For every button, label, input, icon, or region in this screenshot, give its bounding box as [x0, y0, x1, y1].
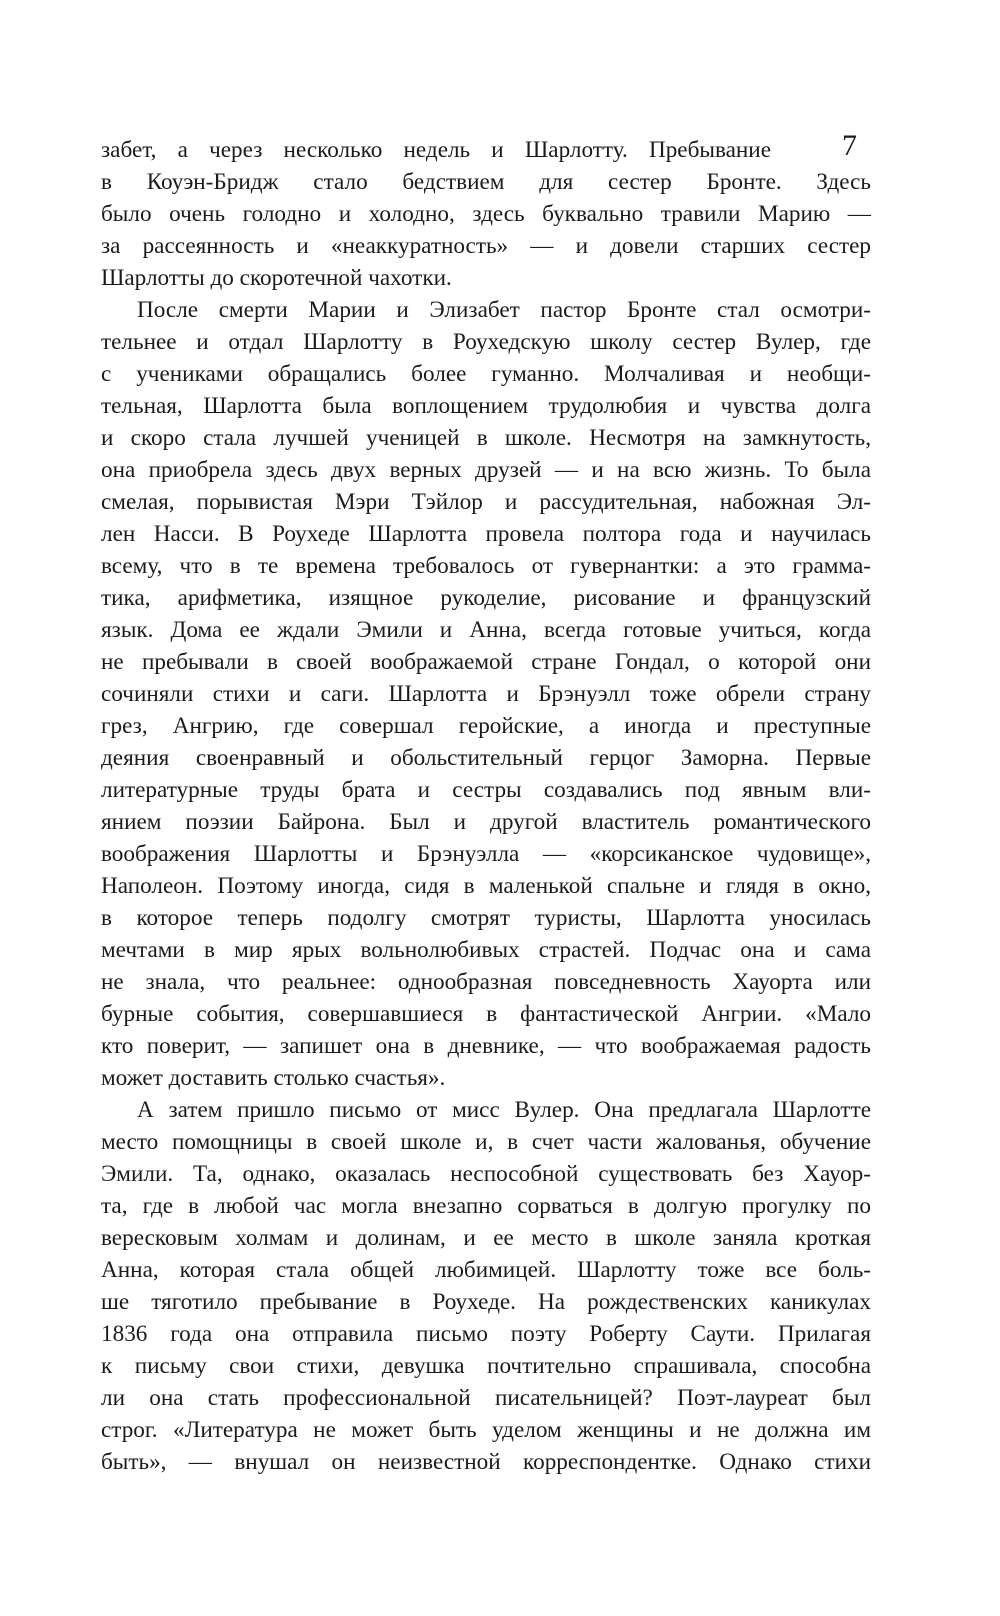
text-line: тельная, Шарлотта была воплощением трудолюбия и чувства долга — [101, 393, 871, 419]
text-line: с учениками обращались более гуманно. Молчаливая и необщи- — [101, 361, 871, 387]
text-line: мечтами в мир ярых вольнолюбивых страстей. Подчас она и сама — [101, 937, 871, 963]
text-line: сочиняли стихи и саги. Шарлотта и Брэнуэлл тоже обрели страну — [101, 681, 871, 707]
text-line: ли она стать профессиональной писательницей? Поэт-лауреат был — [101, 1385, 871, 1411]
text-line: тельнее и отдал Шарлотту в Роухедскую школу сестер Вулер, где — [101, 329, 871, 355]
text-line: деяния своенравный и обольстительный герцог Заморна. Первые — [101, 745, 871, 771]
text-body — [101, 134, 871, 1478]
text-line: грез, Ангрию, где совершал геройские, а иногда и преступные — [101, 713, 871, 739]
text-line: кто поверит, — запишет она в дневнике, — что воображаемая радость — [101, 1033, 871, 1059]
text-line: и скоро стала лучшей ученицей в школе. Несмотря на замкнутость, — [101, 425, 871, 451]
text-line: она приобрела здесь двух верных друзей — и на всю жизнь. То была — [101, 457, 871, 483]
text-line: Шарлотты до скоротечной чахотки. — [101, 265, 452, 291]
text-line: После смерти Марии и Элизабет пастор Бронте стал осмотри- — [137, 297, 871, 323]
text-line: забет, а через несколько недель и Шарлотту. Пребывание — [101, 137, 771, 163]
text-line: быть», — внушал он неизвестной корреспондентке. Однако стихи — [101, 1449, 871, 1475]
text-line: лен Насси. В Роухеде Шарлотта провела полтора года и научилась — [101, 521, 871, 547]
text-line: та, где в любой час могла внезапно сорваться в долгую прогулку по — [101, 1193, 871, 1219]
text-line: воображения Шарлотты и Брэнуэлла — «корсиканское чудовище», — [101, 841, 871, 867]
paragraph-1 — [101, 134, 871, 294]
text-line: язык. Дома ее ждали Эмили и Анна, всегда готовые учиться, когда — [101, 617, 871, 643]
text-line: в которое теперь подолгу смотрят туристы, Шарлотта уносилась — [101, 905, 871, 931]
text-line: литературные труды брата и сестры создавались под явным вли- — [101, 777, 871, 803]
paragraph-3 — [101, 1094, 871, 1478]
text-line: Эмили. Та, однако, оказалась неспособной существовать без Хауор- — [101, 1161, 871, 1187]
text-line: 1836 года она отправила письмо поэту Роберту Саути. Прилагая — [101, 1321, 871, 1347]
text-line: Наполеон. Поэтому иногда, сидя в маленькой спальне и глядя в окно, — [101, 873, 871, 899]
paragraph-2 — [101, 294, 871, 1094]
text-line: тика, арифметика, изящное рукоделие, рисование и французский — [101, 585, 871, 611]
text-line: вересковым холмам и долинам, и ее место в школе заняла кроткая — [101, 1225, 871, 1251]
text-line: строг. «Литература не может быть уделом женщины и не должна им — [101, 1417, 871, 1443]
text-line: в Коуэн-Бридж стало бедствием для сестер Бронте. Здесь — [101, 169, 871, 195]
text-line: ше тяготило пребывание в Роухеде. На рождественских каникулах — [101, 1289, 871, 1315]
text-line: янием поэзии Байрона. Был и другой властитель романтического — [101, 809, 871, 835]
text-line: было очень голодно и холодно, здесь буквально травили Марию — — [101, 201, 871, 227]
text-line: может доставить столько счастья». — [101, 1065, 446, 1091]
page-number: 7 — [842, 129, 857, 162]
text-line: бурные события, совершавшиеся в фантастической Ангрии. «Мало — [101, 1001, 871, 1027]
text-line: Анна, которая стала общей любимицей. Шарлотту тоже все боль- — [101, 1257, 871, 1283]
text-line: не пребывали в своей воображаемой стране Гондал, о которой они — [101, 649, 871, 675]
text-line: всему, что в те времена требовалось от гувернантки: а это грамма- — [101, 553, 871, 579]
text-line: к письму свои стихи, девушка почтительно спрашивала, способна — [101, 1353, 871, 1379]
text-line: смелая, порывистая Мэри Тэйлор и рассудительная, набожная Эл- — [101, 489, 871, 515]
text-line: не знала, что реальнее: однообразная повседневность Хауорта или — [101, 969, 871, 995]
text-line: А затем пришло письмо от мисс Вулер. Она предлагала Шарлотте — [137, 1097, 871, 1123]
text-line: за рассеянность и «неаккуратность» — и довели старших сестер — [101, 233, 871, 259]
text-line: место помощницы в своей школе и, в счет части жалованья, обучение — [101, 1129, 871, 1155]
